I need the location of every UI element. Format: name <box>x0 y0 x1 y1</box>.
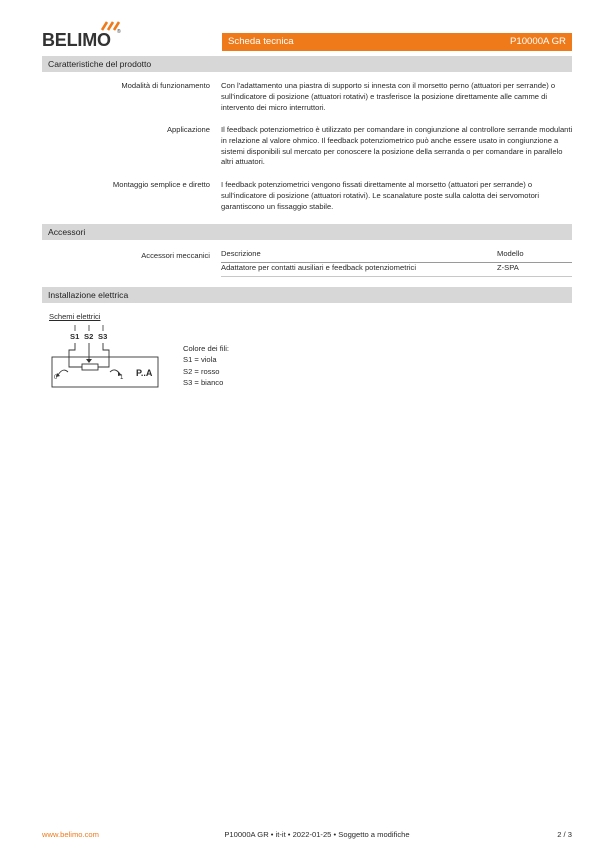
position-zero: 0 <box>54 375 58 381</box>
website-link[interactable]: www.belimo.com <box>42 830 99 839</box>
page-number: 2 / 3 <box>557 830 572 839</box>
wire-s2: S2 = rosso <box>183 366 220 376</box>
col-description: Descrizione <box>221 249 261 259</box>
section-accessories-title: Accessori <box>42 224 572 240</box>
table-row <box>221 263 572 277</box>
accessory-model: Z-SPA <box>497 263 519 273</box>
feature-label-mode: Modalità di funzionamento <box>121 81 210 90</box>
belimo-logo <box>42 26 122 50</box>
brand-name: BELIMO <box>42 30 111 50</box>
wire-colors-title: Colore dei fili: <box>183 344 230 353</box>
feature-text-mounting: I feedback potenziometrici vengono fissati direttamente al morsetto (attuatori per serrande) o sull'indicatore di posizione (attuatori rotativi). Le scanalature poste sulla calotta dei servomotori garantiscono un fissaggio stabile. <box>221 180 540 211</box>
wiring-diagram-svg <box>48 312 168 392</box>
header-bar <box>222 33 572 51</box>
section-electrical-title: Installazione elettrica <box>42 287 572 303</box>
feature-label-application: Applicazione <box>166 125 210 134</box>
table-header <box>221 249 572 263</box>
terminal-s3: S3 <box>98 332 108 341</box>
wiring-diagram <box>48 312 168 392</box>
feature-label-mounting: Montaggio semplice e diretto <box>112 180 210 189</box>
accessories-table <box>221 249 572 277</box>
footer-info: P10000A GR • it-it • 2022-01-25 • Soggetto a modifiche <box>224 830 410 839</box>
wire-s3: S3 = bianco <box>183 378 224 388</box>
section-features-title: Caratteristiche del prodotto <box>42 56 572 72</box>
position-one: 1 <box>120 375 124 381</box>
device-label: P..A <box>136 368 153 378</box>
doc-type: Scheda tecnica <box>228 36 294 48</box>
feature-text-mode: Con l'adattamento una piastra di supporto si innesta con il morsetto perno (attuatori per serrande) o sull'indicatore di posizione (attuatori rotativi) e trasferisce la posizione direttamente alle camme di intervento dei micro interruttori. <box>221 81 556 112</box>
model-code: P10000A GR <box>509 36 566 48</box>
registered-mark: ® <box>117 29 121 35</box>
diagram-title: Schemi elettrici <box>49 312 101 321</box>
terminal-s1: S1 <box>70 332 80 341</box>
accessory-desc: Adattatore per contatti ausiliari e feedback potenziometrici <box>221 263 417 273</box>
terminal-s2: S2 <box>84 332 94 341</box>
wire-s1: S1 = viola <box>183 355 217 365</box>
accessories-label: Accessori meccanici <box>141 251 210 260</box>
feature-text-application: Il feedback potenziometrico è utilizzato per comandare in congiunzione al controllore serrande modulanti in relazione al valore ohmico. Il feedback potenziometrico può anche essere usato in congiunzione a sistemi disponibili sul mercato per conoscere la posizione della serranda o per comandare in parallelo altri attuatori. <box>221 125 573 167</box>
col-model: Modello <box>497 249 524 259</box>
wire-colors <box>183 343 229 389</box>
page-footer <box>42 830 572 842</box>
